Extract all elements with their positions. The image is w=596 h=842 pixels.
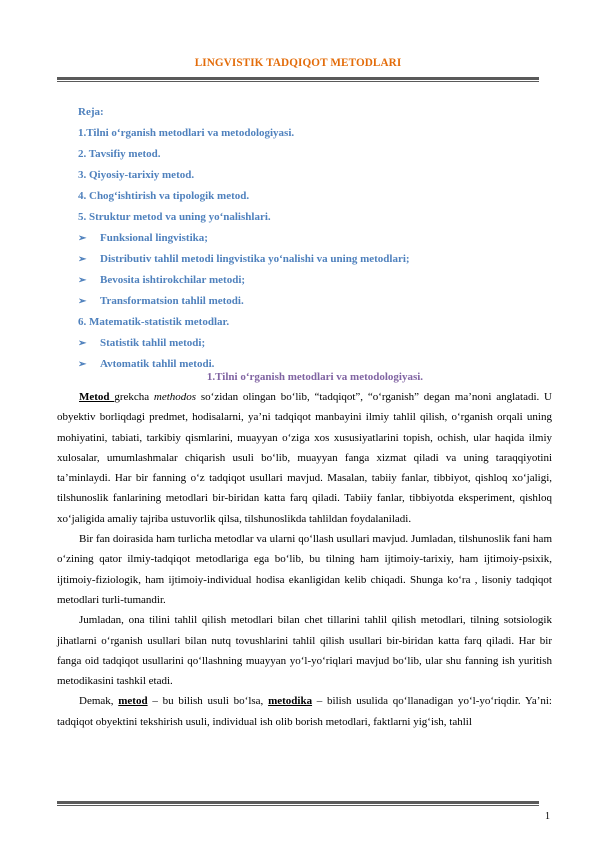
- paragraph-4-c: – bilish usulida qo‘llanadigan yo‘l-yo‘riqdir. Ya’ni: tadqiqot obyektini tekshirish usuli, individual ish olib borish metodlari, faktlarni yig‘ish, tahlil: [57, 695, 552, 728]
- plan-item: [78, 312, 548, 333]
- paragraph-1-rest: so‘zidan olingan bo‘lib, “tadqiqot”, “o‘rganish” degan ma’noni anglatadi. U obyektiv borliqdagi predmet, hodisalarni, ya’ni tadqiqot manbayini ilmiy tahlil qilish, o‘rganish orqali uning mohiyatini, tabiati, tarkibiy qismlarini, muayyan o‘ziga xos xususiyatlarini topish, ochish, ular haqida ilmiy xulosalar, umumlashmalar chiqarish usuli bo‘lib, muayyan fanga xizmat qiladi va uning taraqqiyotini ta’minlaydi. Har bir fanning o‘z tadqiqot usullari mavjud. Masalan, tabiiy fanlar, tibbiyot, qishloq xo‘jaligi, tilshunoslik fanlarining metodlari bir-biridan katta farq qiladi. Tabiiy fanlar, tibbiyotda eksperiment, qishloq xo‘jaligida amaliy tajriba ustuvorlik qilsa, tilshunoslikda tahlildan foydalaniladi.: [57, 391, 552, 525]
- section-heading: 1.Tilni o‘rganish metodlari va metodologiyasi.: [206, 371, 424, 383]
- plan-item: [78, 207, 548, 228]
- header-rule: [57, 77, 539, 82]
- plan-item-text: Statistik tahlil metodi;: [100, 337, 206, 349]
- page-number: 1: [545, 811, 550, 822]
- body-text: [57, 387, 552, 732]
- plan-bullet-item: [78, 228, 548, 249]
- paragraph-2-text: Bir fan doirasida ham turlicha metodlar va ularni qo‘llash usullari mavjud. Jumladan, tilshunoslik fani ham o‘zining qator ilmiy-tadqiqot metodlariga ega bo‘lib, bu tilning ham ijtimoiy-tarixiy, ham ijtimoiy-psixik, ijtimoiy-fiziologik, ham ijtimoiy-individual hodisa ekanligidan kelib chiqadi. Shunga ko‘ra , lisoniy tadqiqot metodlari turli-tumandir.: [57, 533, 552, 606]
- plan-item-text: 4. Chog‘ishtirish va tipologik metod.: [78, 190, 250, 202]
- plan-item: [78, 186, 548, 207]
- paragraph-4: [57, 691, 552, 732]
- plan-item-text: 3. Qiyosiy-tarixiy metod.: [78, 169, 195, 181]
- plan-item-text: Reja:: [78, 106, 104, 118]
- paragraph-1-pre: grekcha: [114, 391, 154, 403]
- term-metod-2: metod: [118, 695, 148, 708]
- plan-item: [78, 123, 548, 144]
- arrow-bullet-icon: ➢: [78, 338, 87, 349]
- plan-bullet-item: [78, 333, 548, 354]
- plan-item-text: 5. Struktur metod va uning yo‘nalishlari.: [78, 211, 271, 223]
- plan-item-text: 2. Tavsifiy metod.: [78, 148, 161, 160]
- plan-item-text: Transformatsion tahlil metodi.: [100, 295, 244, 307]
- term-methodos: methodos: [153, 391, 197, 403]
- plan-bullet-item: [78, 249, 548, 270]
- plan-item-text: 6. Matematik-statistik metodlar.: [78, 316, 230, 328]
- plan-item-text: Funksional lingvistika;: [100, 232, 208, 244]
- plan-item-text: Avtomatik tahlil metodi.: [100, 358, 215, 370]
- footer-rule: [57, 801, 539, 806]
- arrow-bullet-icon: ➢: [78, 254, 87, 265]
- term-metod: Metod: [79, 391, 115, 403]
- plan-bullet-item: [78, 270, 548, 291]
- plan-item: [78, 165, 548, 186]
- arrow-bullet-icon: ➢: [78, 296, 87, 307]
- plan-item-text: Bevosita ishtirokchilar metodi;: [100, 274, 246, 286]
- paragraph-3: [57, 610, 552, 691]
- arrow-bullet-icon: ➢: [78, 359, 87, 370]
- paragraph-1: [57, 387, 552, 529]
- paragraph-4-a: Demak,: [79, 695, 119, 708]
- plan-item: [78, 144, 548, 165]
- paragraph-2: [57, 529, 552, 610]
- plan-item-text: 1.Tilni o‘rganish metodlari va metodologiyasi.: [78, 127, 295, 139]
- paragraph-4-b: – bu bilish usuli bo‘lsa,: [147, 695, 269, 708]
- page-title: LINGVISTIK TADQIQOT METODLARI: [194, 57, 402, 69]
- term-metodika: metodika: [268, 695, 313, 708]
- plan-bullet-item: [78, 291, 548, 312]
- arrow-bullet-icon: ➢: [78, 275, 87, 286]
- paragraph-3-text: Jumladan, ona tilini tahlil qilish metodlari bilan chet tillarini tahlil qilish metodlari, tilning sotsiologik jihatlarni o‘rganish usullari bilan nutq tovushlarini tahlil qilish usullari bir-biridan katta farq qiladi. Har bir fanga oid tadqiqot usullarini qo‘llashning muayyan yo‘l-yo‘riqlari mavjud bo‘lib, ular shu fanning ish yuritish metodikasini tashkil etadi.: [57, 614, 552, 688]
- plan-item-text: Distributiv tahlil metodi lingvistika yo‘nalishi va uning metodlari;: [100, 253, 410, 265]
- plan-item: [78, 102, 548, 123]
- arrow-bullet-icon: ➢: [78, 233, 87, 244]
- plan-list: [78, 102, 548, 375]
